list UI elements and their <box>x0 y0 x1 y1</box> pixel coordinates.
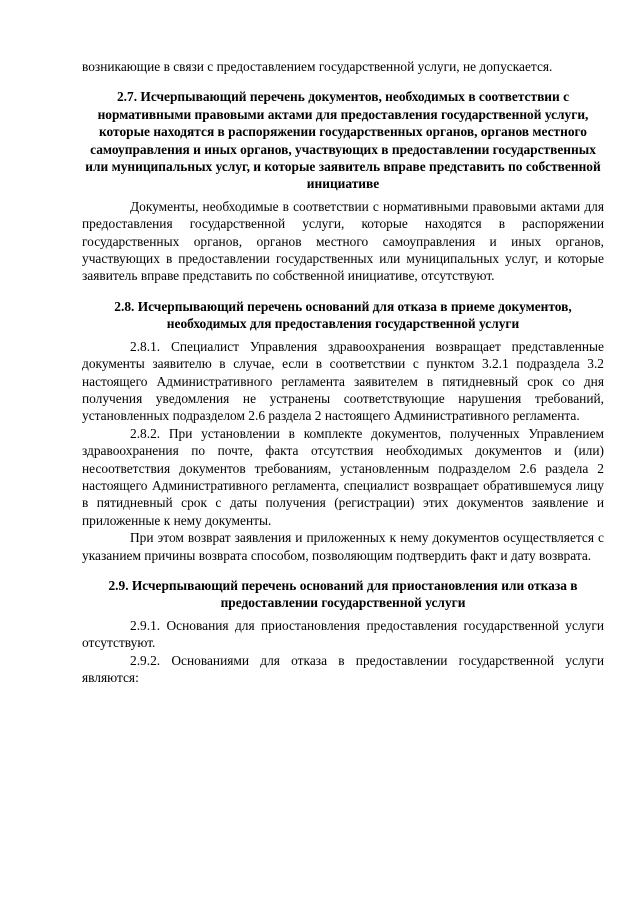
section-2-9-2-paragraph: 2.9.2. Основаниями для отказа в предоставлении государственной услуги являются: <box>82 652 604 685</box>
section-2-8-1-paragraph: 2.8.1. Специалист Управления здравоохранения возвращает представленные документы заявителю в случае, если в соответствии с пунктом 3.2.1 подраздела 3.2 настоящего Административного регламента заявителем в пятидневный срок со дня получения уведомления не устранены соответствующие нарушения требований, установленных подразделом 2.6 раздела 2 настоящего Административного регламента. <box>82 338 604 424</box>
section-2-9-heading: 2.9. Исчерпывающий перечень оснований для приостановления или отказа в предоставлении государственной услуги <box>108 577 578 611</box>
section-2-8-heading: 2.8. Исчерпывающий перечень оснований для отказа в приеме документов, необходимых для предоставления государственной услуги <box>114 298 572 332</box>
section-2-9-1-paragraph: 2.9.1. Основания для приостановления предоставления государственной услуги отсутствуют. <box>82 617 604 651</box>
section-2-8-return-paragraph: При этом возврат заявления и приложенных к нему документов осуществляется с указанием причины возврата способом, позволяющим подтвердить факт и дату возврата. <box>82 530 604 563</box>
intro-continuation-text: возникающие в связи с предоставлением государственной услуги, не допускается. <box>82 59 553 74</box>
document-page <box>82 58 604 686</box>
section-2-8-2-paragraph: 2.8.2. При установлении в комплекте документов, полученных Управлением здравоохранения по почте, факта отсутствия необходимых документов и (или) несоответствия документов требованиям, установленным подразделом 2.6 раздела 2 настоящего Административного регламента, специалист возвращает обратившемуся лицу в пятидневный срок с даты получения (регистрации) этих документов заявление и приложенные к нему документы. <box>82 425 604 528</box>
section-2-7-heading: 2.7. Исчерпывающий перечень документов, необходимых в соответствии с нормативными правовыми актами для предоставления государственной услуги, которые находятся в распоряжении государственных органов, органов местного самоуправления и иных органов, участвующих в предоставлении государственных или муниципальных услуг, и которые заявитель вправе представить по собственной инициативе <box>85 89 601 192</box>
section-2-7-paragraph: Документы, необходимые в соответствии с нормативными правовыми актами для предоставления государственной услуги, которые находятся в распоряжении государственных органов, органов местного самоуправления и иных органов, участвующих в предоставлении государственных или муниципальных услуг, и которые заявитель вправе представить по собственной инициативе, отсутствуют. <box>82 198 604 284</box>
